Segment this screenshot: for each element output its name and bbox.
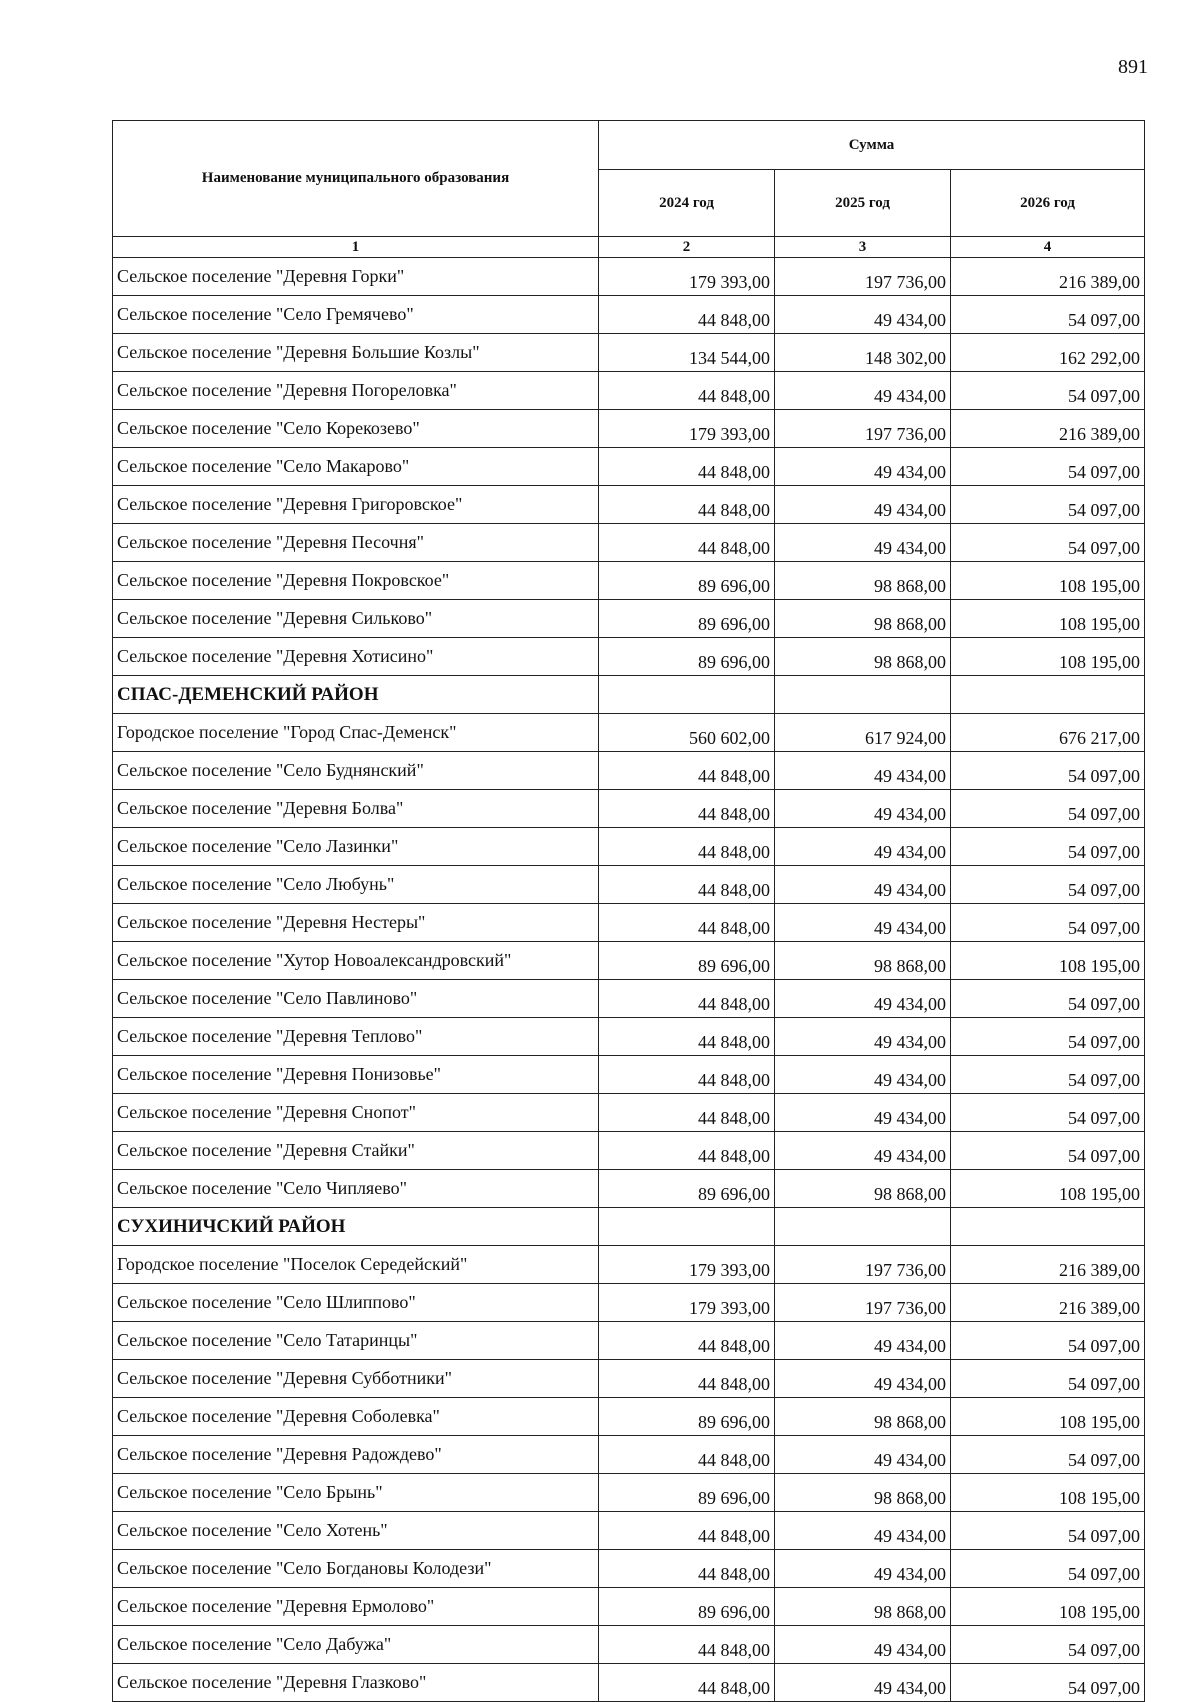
amount-2025-cell: 197 736,00 xyxy=(775,410,951,448)
amount-2026-cell: 108 195,00 xyxy=(951,1170,1145,1208)
column-number: 1 xyxy=(113,237,599,258)
municipality-name-cell: Сельское поселение "Деревня Нестеры" xyxy=(113,904,599,942)
amount-2025-cell: 49 434,00 xyxy=(775,448,951,486)
amount-2025-cell: 49 434,00 xyxy=(775,980,951,1018)
municipality-name-cell: Сельское поселение "Село Дабужа" xyxy=(113,1626,599,1664)
amount-2025-cell: 49 434,00 xyxy=(775,1664,951,1702)
amount-2026-cell: 54 097,00 xyxy=(951,486,1145,524)
amount-2025-cell: 98 868,00 xyxy=(775,1588,951,1626)
table-row xyxy=(113,524,1145,562)
amount-2026-cell: 54 097,00 xyxy=(951,1056,1145,1094)
municipality-name-cell: Сельское поселение "Деревня Покровское" xyxy=(113,562,599,600)
table-row xyxy=(113,1398,1145,1436)
table-row xyxy=(113,334,1145,372)
amount-2024-cell: 44 848,00 xyxy=(599,1094,775,1132)
amount-2025-cell: 197 736,00 xyxy=(775,1284,951,1322)
municipality-name-cell: Сельское поселение "Деревня Песочня" xyxy=(113,524,599,562)
amount-2024-cell xyxy=(599,676,775,714)
municipality-name-cell: Сельское поселение "Село Любунь" xyxy=(113,866,599,904)
amount-2024-cell: 179 393,00 xyxy=(599,1246,775,1284)
amount-2025-cell: 49 434,00 xyxy=(775,1132,951,1170)
municipality-name-cell: Сельское поселение "Село Корекозево" xyxy=(113,410,599,448)
table-row xyxy=(113,1550,1145,1588)
table-row xyxy=(113,1056,1145,1094)
amount-2026-cell: 676 217,00 xyxy=(951,714,1145,752)
amount-2025-cell: 49 434,00 xyxy=(775,1094,951,1132)
amount-2026-cell xyxy=(951,1208,1145,1246)
table-row xyxy=(113,372,1145,410)
amount-2025-cell: 98 868,00 xyxy=(775,638,951,676)
amount-2024-cell: 44 848,00 xyxy=(599,1132,775,1170)
amount-2024-cell xyxy=(599,1208,775,1246)
municipality-name-cell: Сельское поселение "Село Брынь" xyxy=(113,1474,599,1512)
amount-2024-cell: 44 848,00 xyxy=(599,904,775,942)
amount-2025-cell: 49 434,00 xyxy=(775,1626,951,1664)
amount-2024-cell: 44 848,00 xyxy=(599,1550,775,1588)
amount-2026-cell: 54 097,00 xyxy=(951,448,1145,486)
amount-2026-cell: 162 292,00 xyxy=(951,334,1145,372)
amount-2025-cell: 49 434,00 xyxy=(775,372,951,410)
amount-2026-cell: 108 195,00 xyxy=(951,562,1145,600)
amount-2024-cell: 44 848,00 xyxy=(599,1056,775,1094)
amount-2024-cell: 44 848,00 xyxy=(599,1360,775,1398)
table-row xyxy=(113,258,1145,296)
amount-2026-cell: 108 195,00 xyxy=(951,1588,1145,1626)
municipality-name-cell: Сельское поселение "Деревня Соболевка" xyxy=(113,1398,599,1436)
table-row xyxy=(113,980,1145,1018)
district-row xyxy=(113,676,1145,714)
amount-2024-cell: 44 848,00 xyxy=(599,524,775,562)
amount-2024-cell: 44 848,00 xyxy=(599,1626,775,1664)
table-row xyxy=(113,904,1145,942)
amount-2024-cell: 89 696,00 xyxy=(599,600,775,638)
amount-2025-cell: 49 434,00 xyxy=(775,1322,951,1360)
table-row xyxy=(113,448,1145,486)
municipality-name-cell: Сельское поселение "Село Павлиново" xyxy=(113,980,599,1018)
amount-2024-cell: 44 848,00 xyxy=(599,1512,775,1550)
municipality-name-cell: Сельское поселение "Деревня Теплово" xyxy=(113,1018,599,1056)
table-row xyxy=(113,1474,1145,1512)
table-row xyxy=(113,600,1145,638)
amount-2025-cell: 49 434,00 xyxy=(775,1056,951,1094)
municipality-name-cell: Сельское поселение "Деревня Стайки" xyxy=(113,1132,599,1170)
table-row xyxy=(113,866,1145,904)
table-row xyxy=(113,1094,1145,1132)
amount-2025-cell: 98 868,00 xyxy=(775,1474,951,1512)
municipality-name-cell: Сельское поселение "Село Богдановы Колодези" xyxy=(113,1550,599,1588)
amount-2024-cell: 44 848,00 xyxy=(599,1018,775,1056)
municipality-name-cell: Сельское поселение "Село Макарово" xyxy=(113,448,599,486)
municipality-name-cell: Сельское поселение "Деревня Радождево" xyxy=(113,1436,599,1474)
amount-2024-cell: 134 544,00 xyxy=(599,334,775,372)
municipality-name-cell: Сельское поселение "Деревня Сильково" xyxy=(113,600,599,638)
municipality-name-cell: Городское поселение "Поселок Середейский" xyxy=(113,1246,599,1284)
amount-2026-cell: 54 097,00 xyxy=(951,1550,1145,1588)
amount-2026-cell: 108 195,00 xyxy=(951,638,1145,676)
amount-2026-cell: 54 097,00 xyxy=(951,1360,1145,1398)
amount-2026-cell: 54 097,00 xyxy=(951,1664,1145,1702)
amount-2025-cell: 49 434,00 xyxy=(775,904,951,942)
amount-2026-cell: 54 097,00 xyxy=(951,1436,1145,1474)
amount-2026-cell: 216 389,00 xyxy=(951,258,1145,296)
amount-2026-cell: 108 195,00 xyxy=(951,942,1145,980)
amount-2025-cell: 49 434,00 xyxy=(775,866,951,904)
amount-2025-cell: 49 434,00 xyxy=(775,296,951,334)
amount-2024-cell: 44 848,00 xyxy=(599,752,775,790)
page-number: 891 xyxy=(1118,56,1148,78)
municipality-name-cell: Сельское поселение "Село Лазинки" xyxy=(113,828,599,866)
amount-2024-cell: 89 696,00 xyxy=(599,1474,775,1512)
amount-2026-cell: 54 097,00 xyxy=(951,1094,1145,1132)
table-row xyxy=(113,790,1145,828)
table-row xyxy=(113,1170,1145,1208)
municipality-name-cell: Сельское поселение "Деревня Горки" xyxy=(113,258,599,296)
table-row xyxy=(113,752,1145,790)
amount-2024-cell: 179 393,00 xyxy=(599,258,775,296)
amount-2025-cell: 49 434,00 xyxy=(775,752,951,790)
amount-2024-cell: 44 848,00 xyxy=(599,1664,775,1702)
amount-2024-cell: 44 848,00 xyxy=(599,448,775,486)
amount-2024-cell: 44 848,00 xyxy=(599,486,775,524)
amount-2025-cell: 98 868,00 xyxy=(775,1398,951,1436)
municipality-name-cell: Сельское поселение "Деревня Болва" xyxy=(113,790,599,828)
amount-2024-cell: 560 602,00 xyxy=(599,714,775,752)
column-number: 4 xyxy=(951,237,1145,258)
municipality-name-cell: Сельское поселение "Деревня Снопот" xyxy=(113,1094,599,1132)
amount-2025-cell: 98 868,00 xyxy=(775,942,951,980)
amount-2024-cell: 89 696,00 xyxy=(599,1398,775,1436)
table-row xyxy=(113,1436,1145,1474)
amount-2026-cell: 54 097,00 xyxy=(951,372,1145,410)
municipality-name-cell: Сельское поселение "Село Шлиппово" xyxy=(113,1284,599,1322)
municipality-name-cell: Сельское поселение "Село Буднянский" xyxy=(113,752,599,790)
table-row xyxy=(113,1018,1145,1056)
municipality-name-cell: Сельское поселение "Деревня Погореловка" xyxy=(113,372,599,410)
municipality-name-cell: Сельское поселение "Село Чипляево" xyxy=(113,1170,599,1208)
amount-2026-cell: 54 097,00 xyxy=(951,296,1145,334)
municipality-name-cell: Сельское поселение "Деревня Понизовье" xyxy=(113,1056,599,1094)
column-number: 2 xyxy=(599,237,775,258)
amount-2024-cell: 89 696,00 xyxy=(599,562,775,600)
table-row xyxy=(113,410,1145,448)
amount-2026-cell: 54 097,00 xyxy=(951,1626,1145,1664)
municipality-name-cell: Сельское поселение "Деревня Григоровское" xyxy=(113,486,599,524)
table-row xyxy=(113,942,1145,980)
amount-2026-cell: 54 097,00 xyxy=(951,1018,1145,1056)
amount-2024-cell: 89 696,00 xyxy=(599,942,775,980)
municipality-name-cell: Сельское поселение "Село Татаринцы" xyxy=(113,1322,599,1360)
amount-2025-cell: 49 434,00 xyxy=(775,1360,951,1398)
municipality-name-cell: Сельское поселение "Село Хотень" xyxy=(113,1512,599,1550)
amount-2024-cell: 44 848,00 xyxy=(599,790,775,828)
amount-2025-cell: 49 434,00 xyxy=(775,524,951,562)
table-row xyxy=(113,1246,1145,1284)
amount-2026-cell: 54 097,00 xyxy=(951,866,1145,904)
amount-2026-cell: 216 389,00 xyxy=(951,410,1145,448)
header-year-2025: 2025 год xyxy=(775,170,951,237)
column-numbers-row xyxy=(113,237,1145,258)
table-row xyxy=(113,1284,1145,1322)
table-row xyxy=(113,1664,1145,1702)
amount-2025-cell: 49 434,00 xyxy=(775,1550,951,1588)
table-row xyxy=(113,1626,1145,1664)
header-name-column: Наименование муниципального образования xyxy=(113,121,599,237)
amount-2024-cell: 179 393,00 xyxy=(599,1284,775,1322)
municipality-name-cell: Сельское поселение "Деревня Ермолово" xyxy=(113,1588,599,1626)
municipality-name-cell: Сельское поселение "Деревня Субботники" xyxy=(113,1360,599,1398)
district-row xyxy=(113,1208,1145,1246)
table-row xyxy=(113,486,1145,524)
amount-2025-cell: 197 736,00 xyxy=(775,258,951,296)
amount-2025-cell: 49 434,00 xyxy=(775,1436,951,1474)
amount-2026-cell: 54 097,00 xyxy=(951,752,1145,790)
municipality-name-cell: Сельское поселение "Деревня Большие Козлы" xyxy=(113,334,599,372)
table-row xyxy=(113,828,1145,866)
amount-2024-cell: 44 848,00 xyxy=(599,296,775,334)
municipality-name-cell: Сельское поселение "Село Гремячево" xyxy=(113,296,599,334)
amount-2025-cell: 148 302,00 xyxy=(775,334,951,372)
amount-2026-cell: 54 097,00 xyxy=(951,524,1145,562)
table-header xyxy=(113,121,1145,258)
municipality-name-cell: Сельское поселение "Деревня Хотисино" xyxy=(113,638,599,676)
amount-2025-cell: 617 924,00 xyxy=(775,714,951,752)
table-body xyxy=(113,258,1145,1702)
amount-2026-cell xyxy=(951,676,1145,714)
header-sum: Сумма xyxy=(599,121,1145,170)
amount-2024-cell: 44 848,00 xyxy=(599,866,775,904)
amount-2025-cell: 98 868,00 xyxy=(775,600,951,638)
amount-2026-cell: 216 389,00 xyxy=(951,1284,1145,1322)
amount-2024-cell: 179 393,00 xyxy=(599,410,775,448)
amount-2026-cell: 54 097,00 xyxy=(951,980,1145,1018)
amount-2024-cell: 44 848,00 xyxy=(599,372,775,410)
table-row xyxy=(113,1132,1145,1170)
table-row xyxy=(113,638,1145,676)
amount-2026-cell: 216 389,00 xyxy=(951,1246,1145,1284)
amount-2024-cell: 44 848,00 xyxy=(599,828,775,866)
amount-2024-cell: 89 696,00 xyxy=(599,1170,775,1208)
amount-2026-cell: 54 097,00 xyxy=(951,828,1145,866)
municipality-name-cell: Городское поселение "Город Спас-Деменск" xyxy=(113,714,599,752)
amount-2025-cell: 49 434,00 xyxy=(775,1512,951,1550)
column-number: 3 xyxy=(775,237,951,258)
table-row xyxy=(113,1360,1145,1398)
amount-2025-cell: 49 434,00 xyxy=(775,790,951,828)
amount-2026-cell: 54 097,00 xyxy=(951,1512,1145,1550)
table-row xyxy=(113,1588,1145,1626)
amount-2026-cell: 54 097,00 xyxy=(951,790,1145,828)
amount-2026-cell: 54 097,00 xyxy=(951,1322,1145,1360)
amount-2026-cell: 108 195,00 xyxy=(951,600,1145,638)
amount-2024-cell: 44 848,00 xyxy=(599,1436,775,1474)
amount-2026-cell: 54 097,00 xyxy=(951,1132,1145,1170)
amount-2026-cell: 108 195,00 xyxy=(951,1474,1145,1512)
municipality-name-cell: СПАС-ДЕМЕНСКИЙ РАЙОН xyxy=(113,676,599,714)
table-row xyxy=(113,296,1145,334)
table-row xyxy=(113,1322,1145,1360)
table-row xyxy=(113,1512,1145,1550)
budget-table xyxy=(112,120,1145,1702)
header-year-2024: 2024 год xyxy=(599,170,775,237)
amount-2025-cell: 98 868,00 xyxy=(775,1170,951,1208)
amount-2024-cell: 89 696,00 xyxy=(599,1588,775,1626)
amount-2025-cell xyxy=(775,676,951,714)
table-row xyxy=(113,562,1145,600)
amount-2025-cell: 49 434,00 xyxy=(775,828,951,866)
amount-2024-cell: 89 696,00 xyxy=(599,638,775,676)
amount-2024-cell: 44 848,00 xyxy=(599,980,775,1018)
amount-2024-cell: 44 848,00 xyxy=(599,1322,775,1360)
amount-2026-cell: 54 097,00 xyxy=(951,904,1145,942)
amount-2025-cell: 49 434,00 xyxy=(775,486,951,524)
amount-2025-cell: 98 868,00 xyxy=(775,562,951,600)
amount-2025-cell: 197 736,00 xyxy=(775,1246,951,1284)
amount-2025-cell: 49 434,00 xyxy=(775,1018,951,1056)
municipality-name-cell: Сельское поселение "Хутор Новоалександровский" xyxy=(113,942,599,980)
amount-2026-cell: 108 195,00 xyxy=(951,1398,1145,1436)
municipality-name-cell: СУХИНИЧСКИЙ РАЙОН xyxy=(113,1208,599,1246)
header-year-2026: 2026 год xyxy=(951,170,1145,237)
table-row xyxy=(113,714,1145,752)
municipality-name-cell: Сельское поселение "Деревня Глазково" xyxy=(113,1664,599,1702)
amount-2025-cell xyxy=(775,1208,951,1246)
